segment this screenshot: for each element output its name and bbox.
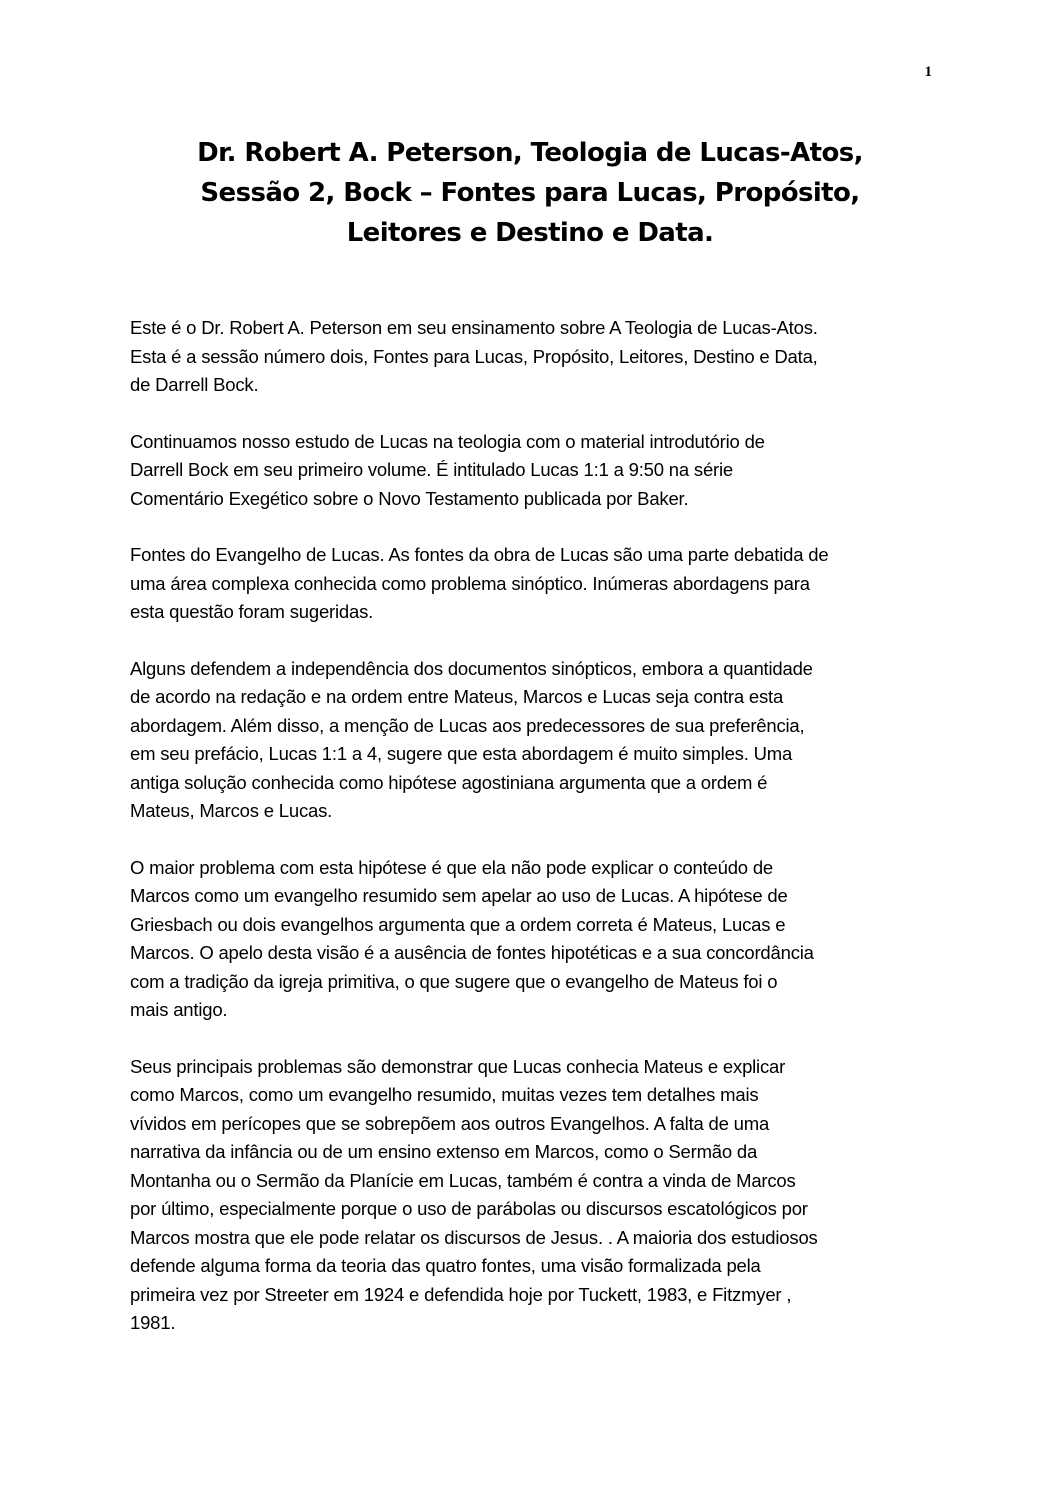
paragraph-continuation — [130, 428, 940, 514]
text-line: Este é o Dr. Robert A. Peterson em seu ensinamento sobre A Teologia de Lucas-Atos. — [130, 317, 818, 338]
text-line: por último, especialmente porque o uso de parábolas ou discursos escatológicos por — [130, 1198, 808, 1219]
paragraph-griesbach — [130, 854, 940, 1025]
text-line: Griesbach ou dois evangelhos argumenta que a ordem correta é Mateus, Lucas e — [130, 913, 786, 935]
text-line: primeira vez por Streeter em 1924 e defendida hoje por Tuckett, 1983, e Fitzmyer , — [130, 1283, 792, 1305]
text-line: Esta é a sessão número dois, Fontes para Lucas, Propósito, Leitores, Destino e Data, — [130, 345, 818, 367]
document-body — [130, 314, 940, 1366]
title-line: Sessão 2, Bock – Fontes para Lucas, Propósito, — [200, 178, 860, 208]
text-line: Mateus, Marcos e Lucas. — [130, 800, 333, 821]
text-line: em seu prefácio, Lucas 1:1 a 4, sugere que esta abordagem é muito simples. Uma — [130, 743, 793, 764]
paragraph-sources — [130, 541, 940, 627]
text-line: com a tradição da igreja primitiva, o que sugere que o evangelho de Mateus foi o — [130, 970, 778, 992]
text-line: Alguns defendem a independência dos documentos sinópticos, embora a quantidade — [130, 657, 813, 679]
text-line: de acordo na redação e na ordem entre Mateus, Marcos e Lucas seja contra esta — [130, 686, 784, 707]
text-line: 1981. — [130, 1312, 176, 1333]
text-line: Fontes do Evangelho de Lucas. As fontes da obra de Lucas são uma parte debatida de — [130, 544, 829, 565]
document-title — [130, 133, 930, 253]
text-line: Marcos como um evangelho resumido sem apelar ao uso de Lucas. A hipótese de — [130, 885, 788, 906]
text-line: como Marcos, como um evangelho resumido, muitas vezes tem detalhes mais — [130, 1084, 759, 1105]
text-line: uma área complexa conhecida como problema sinóptico. Inúmeras abordagens para — [130, 572, 810, 594]
text-line: abordagem. Além disso, a menção de Lucas aos predecessores de sua preferência, — [130, 714, 805, 736]
title-line: Dr. Robert A. Peterson, Teologia de Lucas-Atos, — [197, 138, 863, 168]
text-line: Montanha ou o Sermão da Planície em Lucas, também é contra a vinda de Marcos — [130, 1169, 796, 1191]
text-line: Continuamos nosso estudo de Lucas na teologia com o material introdutório de — [130, 430, 765, 452]
text-line: vívidos em perícopes que se sobrepõem aos outros Evangelhos. A falta de uma — [130, 1112, 770, 1134]
text-line: antiga solução conhecida como hipótese agostiniana argumenta que a ordem é — [130, 771, 768, 793]
text-line: O maior problema com esta hipótese é que ela não pode explicar o conteúdo de — [130, 856, 773, 878]
paragraph-problems — [130, 1053, 940, 1338]
paragraph-independence — [130, 655, 940, 826]
text-line: de Darrell Bock. — [130, 374, 259, 395]
text-line: narrativa da infância ou de um ensino extenso em Marcos, como o Sermão da — [130, 1141, 758, 1162]
page-number: 1 — [924, 64, 932, 80]
text-line: esta questão foram sugeridas. — [130, 601, 374, 622]
title-line: Leitores e Destino e Data. — [346, 218, 714, 248]
text-line: mais antigo. — [130, 999, 228, 1020]
text-line: defende alguma forma da teoria das quatro fontes, uma visão formalizada pela — [130, 1255, 761, 1276]
text-line: Marcos. O apelo desta visão é a ausência de fontes hipotéticas e a sua concordância — [130, 942, 814, 963]
text-line: Marcos mostra que ele pode relatar os discursos de Jesus. . A maioria dos estudiosos — [130, 1226, 818, 1248]
paragraph-intro — [130, 314, 940, 400]
text-line: Seus principais problemas são demonstrar que Lucas conhecia Mateus e explicar — [130, 1055, 786, 1077]
text-line: Darrell Bock em seu primeiro volume. É intitulado Lucas 1:1 a 9:50 na série — [130, 459, 733, 480]
text-line: Comentário Exegético sobre o Novo Testamento publicada por Baker. — [130, 487, 689, 509]
